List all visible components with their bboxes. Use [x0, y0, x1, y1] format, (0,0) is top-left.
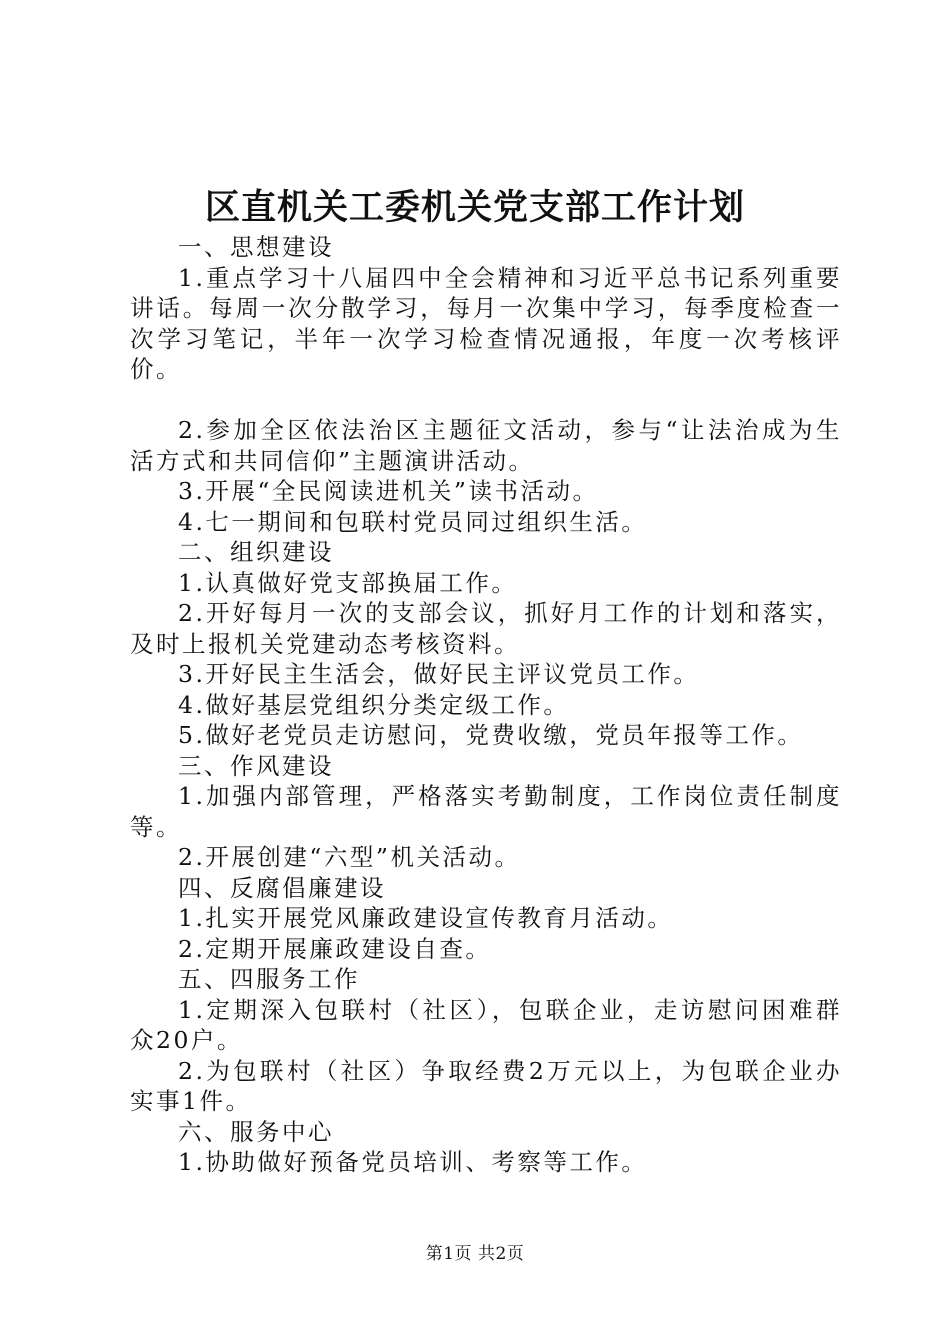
- paragraph-item: 2.定期开展廉政建设自查。: [178, 934, 492, 963]
- paragraph-item: 2.为包联村（社区）争取经费2万元以上，为包联企业办实事1件。: [130, 1056, 842, 1115]
- paragraph-item: 4.七一期间和包联村党员同过组织生活。: [178, 507, 648, 536]
- paragraph-item: 4.做好基层党组织分类定级工作。: [178, 690, 570, 719]
- page-footer: 第1页 共2页: [425, 1244, 525, 1264]
- paragraph-item: 1.协助做好预备党员培训、考察等工作。: [178, 1148, 648, 1176]
- section-heading-service-work: 五、四服务工作: [178, 965, 360, 993]
- blank-line: [130, 385, 842, 416]
- paragraph-item: 5.做好老党员走访慰问，党费收缴，党员年报等工作。: [178, 721, 804, 749]
- section-heading-style: 三、作风建设: [178, 751, 334, 780]
- section-heading-anticorruption: 四、反腐倡廉建设: [178, 873, 386, 902]
- paragraph-item: 1.定期深入包联村（社区），包联企业，走访慰问困难群众20户。: [130, 995, 842, 1054]
- paragraph-item: 3.开好民主生活会，做好民主评议党员工作。: [178, 660, 700, 688]
- section-heading-thought: 一、思想建设: [178, 233, 334, 261]
- section-heading-service-center: 六、服务中心: [178, 1117, 334, 1146]
- paragraph-item: 1.认真做好党支部换届工作。: [178, 568, 518, 597]
- paragraph-item: 1.加强内部管理，严格落实考勤制度，工作岗位责任制度等。: [130, 782, 842, 841]
- paragraph-item: 3.开展“全民阅读进机关”读书活动。: [178, 477, 599, 505]
- paragraph-item: 2.开好每月一次的支部会议，抓好月工作的计划和落实，及时上报机关党建动态考核资料。: [130, 599, 842, 658]
- paragraph-item: 2.参加全区依法治区主题征文活动，参与“让法治成为生活方式和共同信仰”主题演讲活动。: [130, 416, 842, 475]
- paragraph-item: 1.重点学习十八届四中全会精神和习近平总书记系列重要讲话。每周一次分散学习，每月一次集中学习，每季度检查一次学习笔记，半年一次学习检查情况通报，年度一次考核评价。: [130, 263, 842, 383]
- document-title: 区直机关工委机关党支部工作计划: [204, 187, 745, 228]
- section-heading-organization: 二、组织建设: [178, 538, 334, 566]
- paragraph-item: 2.开展创建“六型”机关活动。: [178, 843, 521, 871]
- paragraph-item: 1.扎实开展党风廉政建设宣传教育月活动。: [178, 904, 674, 932]
- document-body: [130, 232, 842, 1178]
